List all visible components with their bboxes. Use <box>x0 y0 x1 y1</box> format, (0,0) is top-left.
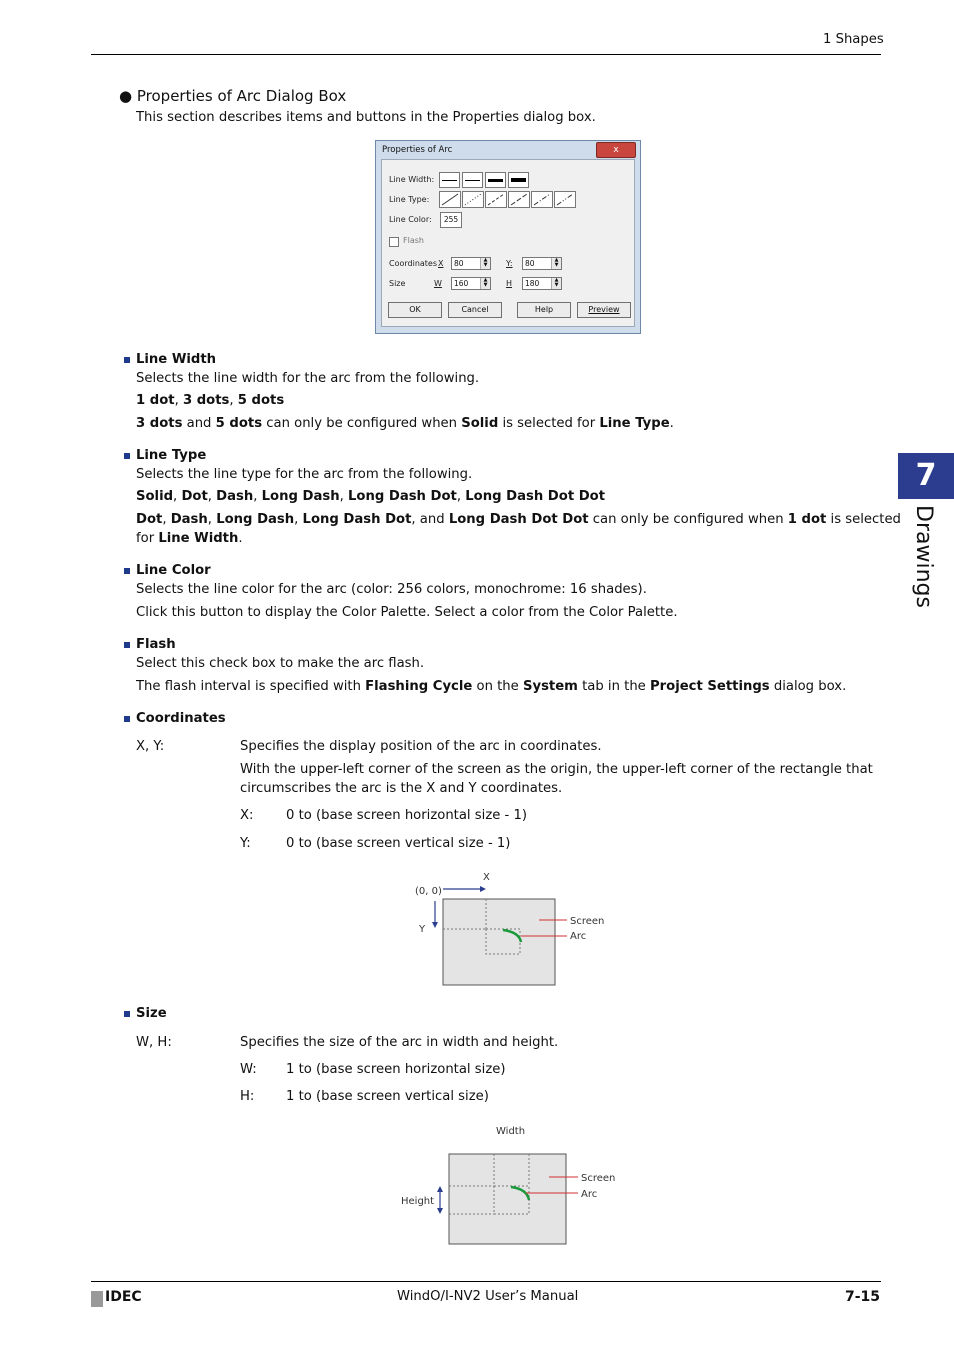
square-bullet-icon <box>124 642 130 648</box>
line-width-desc: Selects the line width for the arc from the following. <box>136 371 480 386</box>
line-type-swatch-row[interactable] <box>439 191 579 209</box>
chapter-number-tab: 7 <box>898 453 954 499</box>
y-axis-label: Y <box>419 924 426 935</box>
flash-desc2: The flash interval is specified with Flashing Cycle on the System tab in the Project Settings dialog box. <box>136 679 847 694</box>
spin-arrows-icon[interactable]: ▲ ▼ <box>551 278 561 289</box>
flash-heading: Flash <box>136 637 176 652</box>
y-coord-value: 80 <box>525 259 535 268</box>
screen-label: Screen <box>581 1173 616 1184</box>
x-range-term: X: <box>240 808 254 823</box>
spin-arrows-icon[interactable]: ▲ ▼ <box>551 258 561 269</box>
h-range-term: H: <box>240 1089 255 1104</box>
line-type-label: Line Type: <box>389 195 430 204</box>
size-term: W, H: <box>136 1035 172 1050</box>
close-icon[interactable]: x <box>596 142 636 158</box>
y-range-term: Y: <box>240 836 251 851</box>
logo: IDEC <box>105 1289 142 1305</box>
line-type-desc: Selects the line type for the arc from the following. <box>136 467 473 482</box>
page-number: 7-15 <box>845 1289 881 1305</box>
manual-title: WindO/I-NV2 User’s Manual <box>397 1289 579 1304</box>
origin-label: (0, 0) <box>415 886 442 897</box>
line-type-heading: Line Type <box>136 448 207 463</box>
x-coord-spinner[interactable] <box>451 257 491 270</box>
intro-heading-row <box>119 87 346 105</box>
x-range-def: 0 to (base screen horizontal size - 1) <box>286 808 528 823</box>
screen-label: Screen <box>570 916 605 927</box>
size-heading: Size <box>136 1006 167 1021</box>
y-range-def: 0 to (base screen vertical size - 1) <box>286 836 511 851</box>
size-figure <box>395 1120 635 1250</box>
square-bullet-icon <box>124 716 130 722</box>
intro-heading: Properties of Arc Dialog Box <box>136 87 347 105</box>
x-axis-label: X <box>483 872 490 883</box>
ok-button[interactable]: OK <box>388 302 442 318</box>
coordinates-figure <box>405 866 625 990</box>
coordinates-term: X, Y: <box>136 739 165 754</box>
dialog-title: Properties of Arc <box>382 145 453 155</box>
x-coord-value: 80 <box>454 259 464 268</box>
width-label: Width <box>496 1126 526 1137</box>
size-label: Size <box>389 279 406 288</box>
line-width-heading: Line Width <box>136 352 217 367</box>
line-type-note-line1: Dot, Dash, Long Dash, Long Dash Dot, and Long Dash Dot Dot can only be configured when 1 dot is selected <box>136 512 901 527</box>
w-value: 160 <box>454 279 469 288</box>
arc-label: Arc <box>570 931 587 942</box>
line-type-options: Solid, Dot, Dash, Long Dash, Long Dash Dot, Long Dash Dot Dot <box>136 489 606 504</box>
line-color-desc2: Click this button to display the Color Palette. Select a color from the Color Palette. <box>136 605 678 620</box>
h-range-def: 1 to (base screen vertical size) <box>286 1089 489 1104</box>
w-label: W <box>434 279 442 288</box>
properties-dialog <box>375 140 641 334</box>
y-coord-spinner[interactable] <box>522 257 562 270</box>
square-bullet-icon <box>124 453 130 459</box>
coordinates-heading: Coordinates <box>136 711 226 726</box>
line-width-options: 1 dot, 3 dots, 5 dots <box>136 393 285 408</box>
coordinates-label: Coordinates <box>389 259 438 268</box>
line-color-label: Line Color: <box>389 215 432 224</box>
line-color-desc1: Selects the line color for the arc (color: 256 colors, monochrome: 16 shades). <box>136 582 647 597</box>
square-bullet-icon <box>124 357 130 363</box>
square-bullet-icon <box>124 568 130 574</box>
help-button[interactable]: Help <box>517 302 571 318</box>
flash-checkbox[interactable] <box>389 237 399 247</box>
preview-button[interactable]: Preview <box>577 302 631 318</box>
line-width-5dots-swatch[interactable] <box>508 172 529 188</box>
spin-arrows-icon[interactable]: ▲ ▼ <box>480 258 490 269</box>
header-section: 1 Shapes <box>823 32 884 47</box>
header-rule <box>91 54 881 55</box>
line-type-note-line2: for Line Width. <box>136 531 243 546</box>
line-color-button[interactable]: 255 <box>440 212 462 228</box>
intro-desc: This section describes items and buttons in the Properties dialog box. <box>136 110 596 125</box>
dialog-body <box>381 159 635 327</box>
square-bullet-icon <box>124 1011 130 1017</box>
w-spinner[interactable] <box>451 277 491 290</box>
screen-rect <box>449 1154 566 1244</box>
h-value: 180 <box>525 279 540 288</box>
arc-label: Arc <box>581 1189 598 1200</box>
logo-mark <box>91 1291 103 1307</box>
screen-rect <box>443 899 555 985</box>
coordinates-def2a: With the upper-left corner of the screen as the origin, the upper-left corner of the rectangle that <box>240 762 873 777</box>
footer-rule <box>91 1281 881 1282</box>
spin-arrows-icon[interactable]: ▲ ▼ <box>480 278 490 289</box>
flash-desc1: Select this check box to make the arc flash. <box>136 656 425 671</box>
line-color-heading: Line Color <box>136 563 211 578</box>
w-range-term: W: <box>240 1062 257 1077</box>
y-coord-label: Y: <box>506 259 513 268</box>
cancel-button[interactable]: Cancel <box>448 302 502 318</box>
chapter-title-vertical <box>898 505 954 608</box>
coordinates-def1: Specifies the display position of the arc in coordinates. <box>240 739 602 754</box>
h-label: H <box>506 279 513 288</box>
circle-bullet-icon: ● <box>119 87 133 105</box>
line-width-1dot-alt-swatch[interactable] <box>462 172 483 188</box>
size-def: Specifies the size of the arc in width and height. <box>240 1035 559 1050</box>
x-coord-label: X <box>438 259 444 268</box>
chapter-title: Drawings <box>911 505 936 608</box>
w-range-def: 1 to (base screen horizontal size) <box>286 1062 506 1077</box>
flash-label: Flash <box>403 236 424 245</box>
height-label: Height <box>401 1196 435 1207</box>
coordinates-def2b: circumscribes the arc is the X and Y coordinates. <box>240 781 563 796</box>
line-width-note: 3 dots and 5 dots can only be configured when Solid is selected for Line Type. <box>136 416 674 431</box>
line-width-1dot-swatch[interactable] <box>439 172 460 188</box>
line-width-label: Line Width: <box>389 175 435 184</box>
line-width-3dots-swatch[interactable] <box>485 172 506 188</box>
h-spinner[interactable] <box>522 277 562 290</box>
